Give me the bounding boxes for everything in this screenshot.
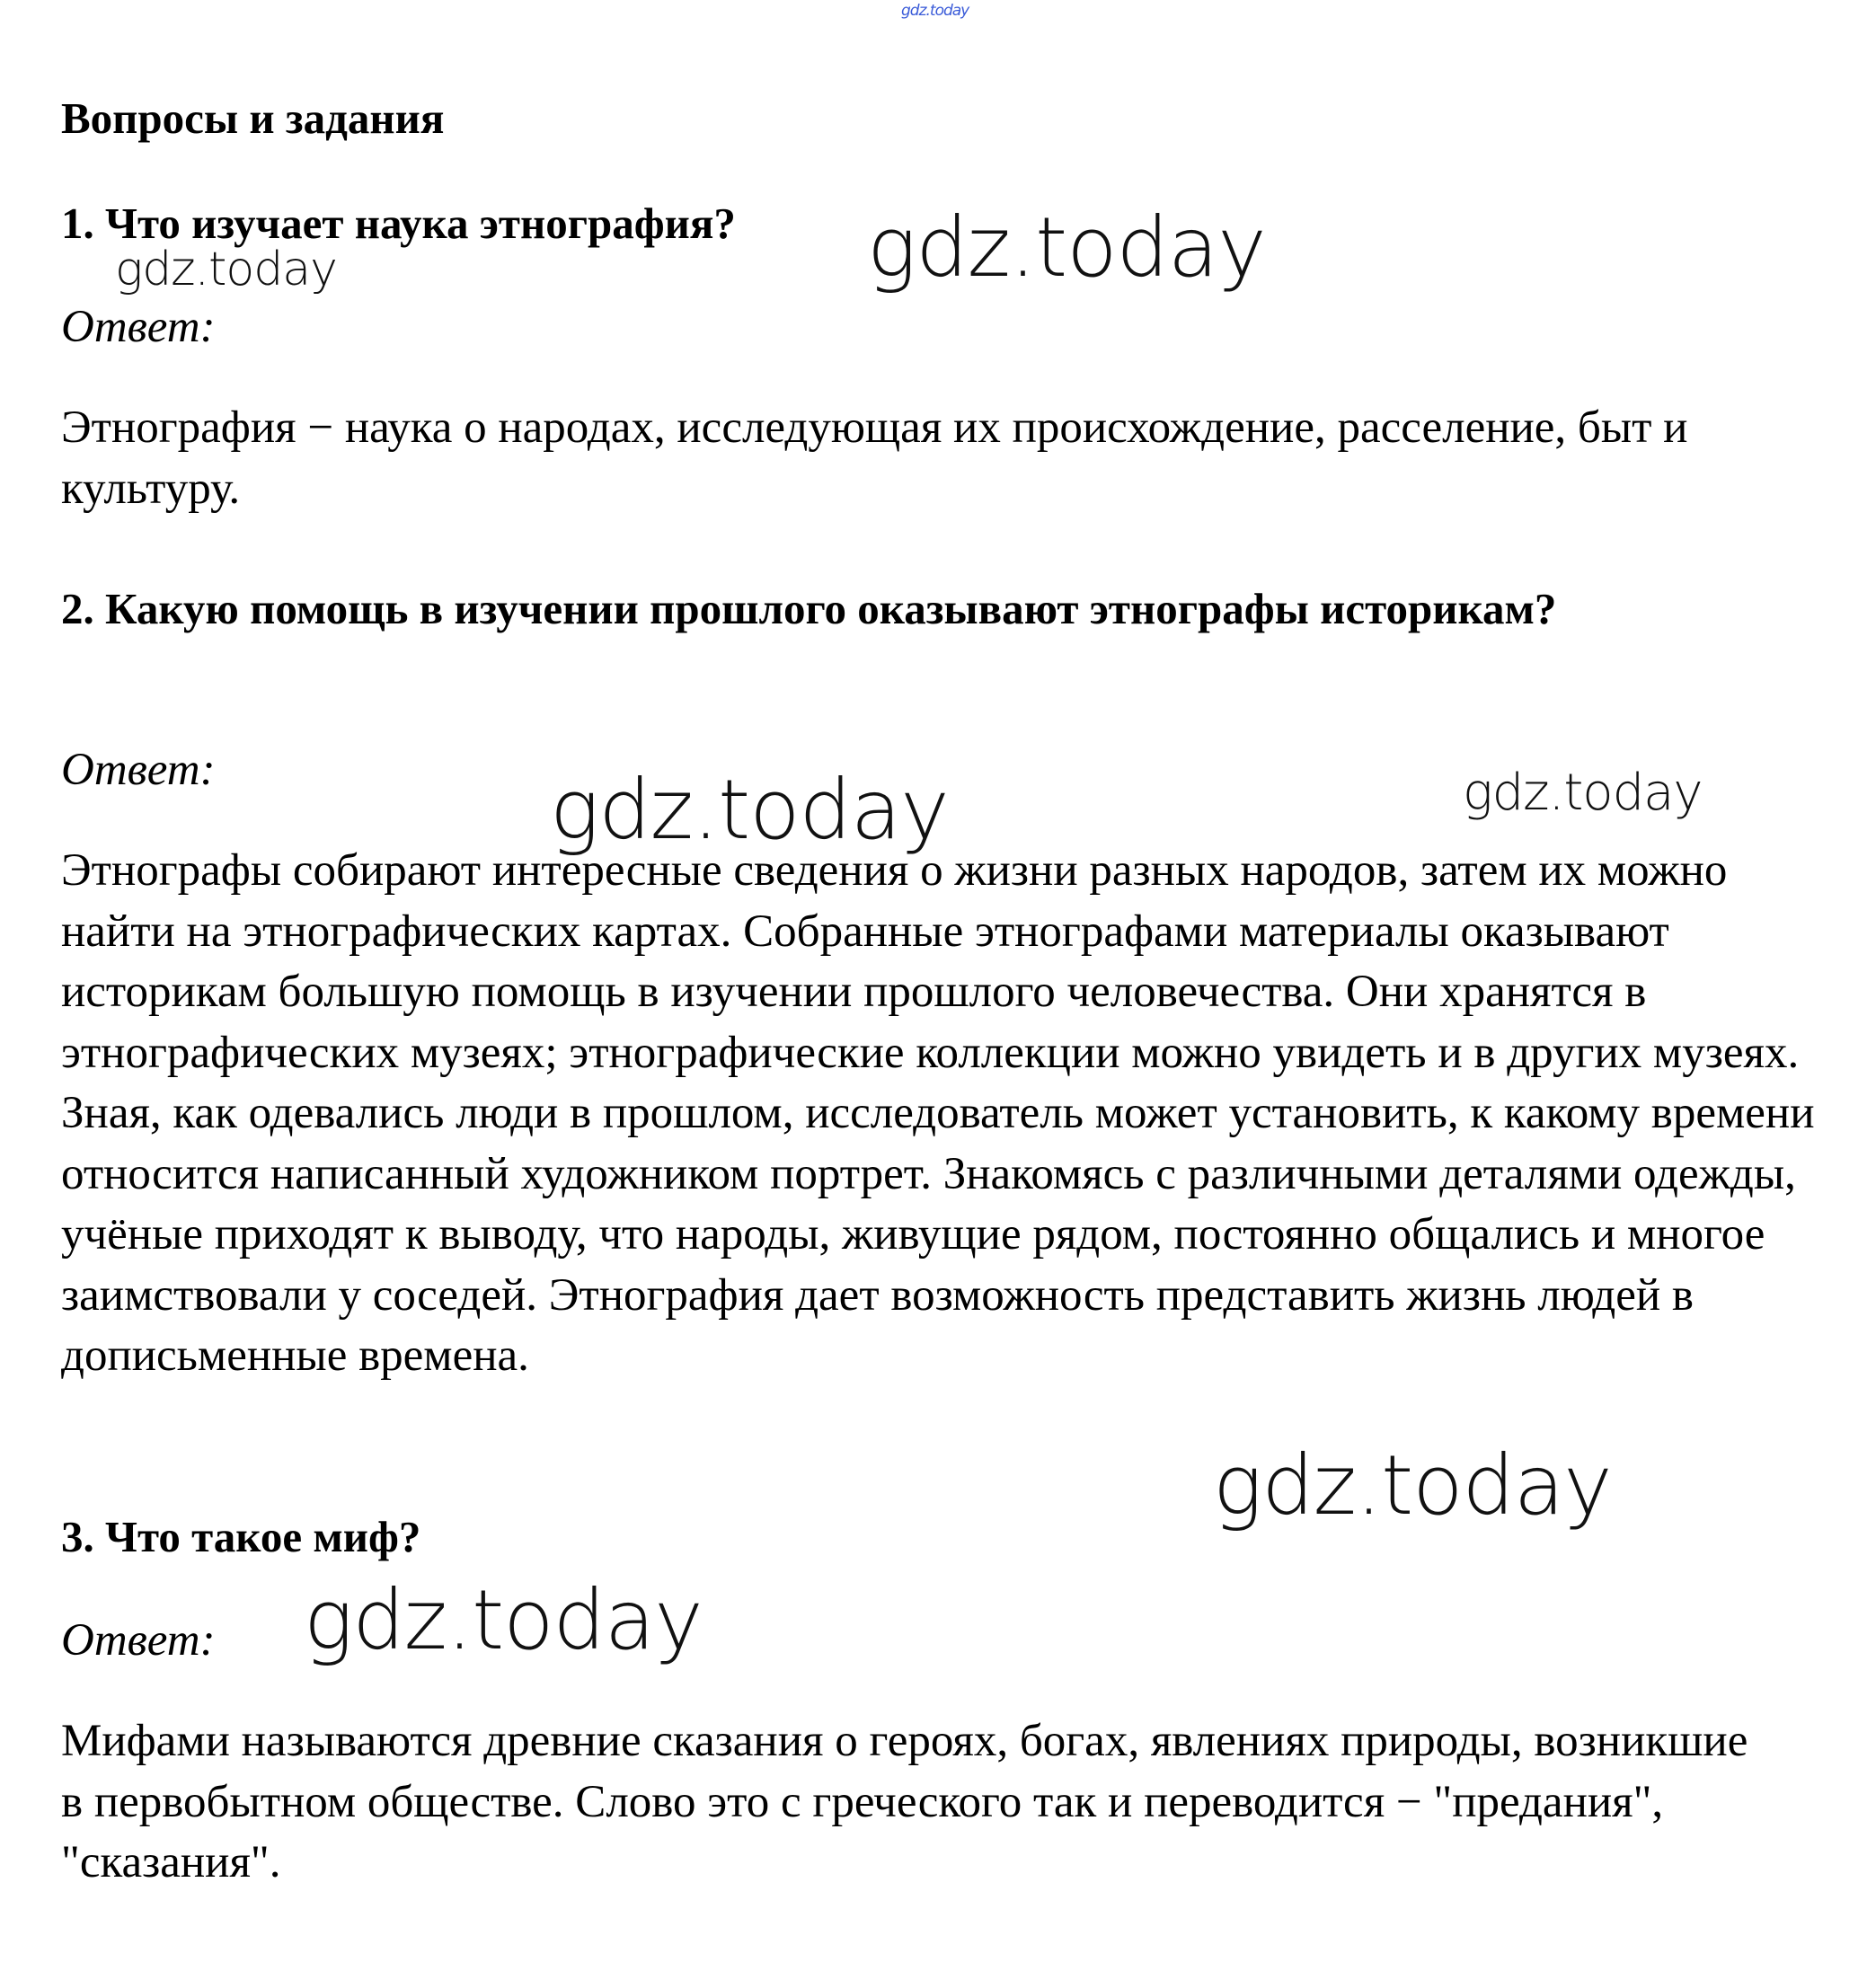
answer-3: Мифами называются древние сказания о героях, богах, явлениях природы, возникшие в первобытном обществе. Слово это с греческого так и переводится − "предания", "сказания".: [61, 1716, 1748, 1887]
question-3: 3. Что такое миф?: [61, 1512, 421, 1561]
watermark-text: gdz.today: [1463, 764, 1703, 822]
answer-2: Этнографы собирают интересные сведения о жизни разных народов, затем их можно найти на этнографических картах. Собранные этнографами материалы оказывают историкам большую помощь в изучении прошлого человечества. Они хранятся в этнографических музеях; этнографические коллекции можно увидеть и в других музеях. Зная, как одевались люди в прошлом, исследователь может установить, к какому времени относится написанный художником портрет. Знакомясь с различными деталями одежды, учёные приходят к выводу, что народы, живущие рядом, постоянно общались и многое заимствовали у соседей. Этнография дает возможность представить жизнь людей в дописьменные времена.: [61, 845, 1815, 1381]
watermark-text: gdz.today: [867, 199, 1266, 296]
answer-label-3: Ответ:: [61, 1615, 216, 1666]
page-title: Вопросы и задания: [61, 93, 445, 143]
question-1: 1. Что изучает наука этнография?: [61, 199, 736, 248]
site-mark: gdz.today: [901, 2, 969, 20]
answer-1: Этнография − наука о народах, исследующая их происхождение, расселение, быт и культуру.: [61, 402, 1688, 514]
answer-label-2: Ответ:: [61, 745, 216, 795]
watermark-text: gdz.today: [550, 762, 949, 858]
answer-label-1: Ответ:: [61, 302, 216, 352]
watermark-text: gdz.today: [1213, 1437, 1612, 1533]
question-2: 2. Какую помощь в изучении прошлого оказывают этнографы историкам?: [61, 584, 1557, 633]
watermark-text: gdz.today: [304, 1572, 703, 1668]
watermark-text: gdz.today: [115, 243, 337, 296]
